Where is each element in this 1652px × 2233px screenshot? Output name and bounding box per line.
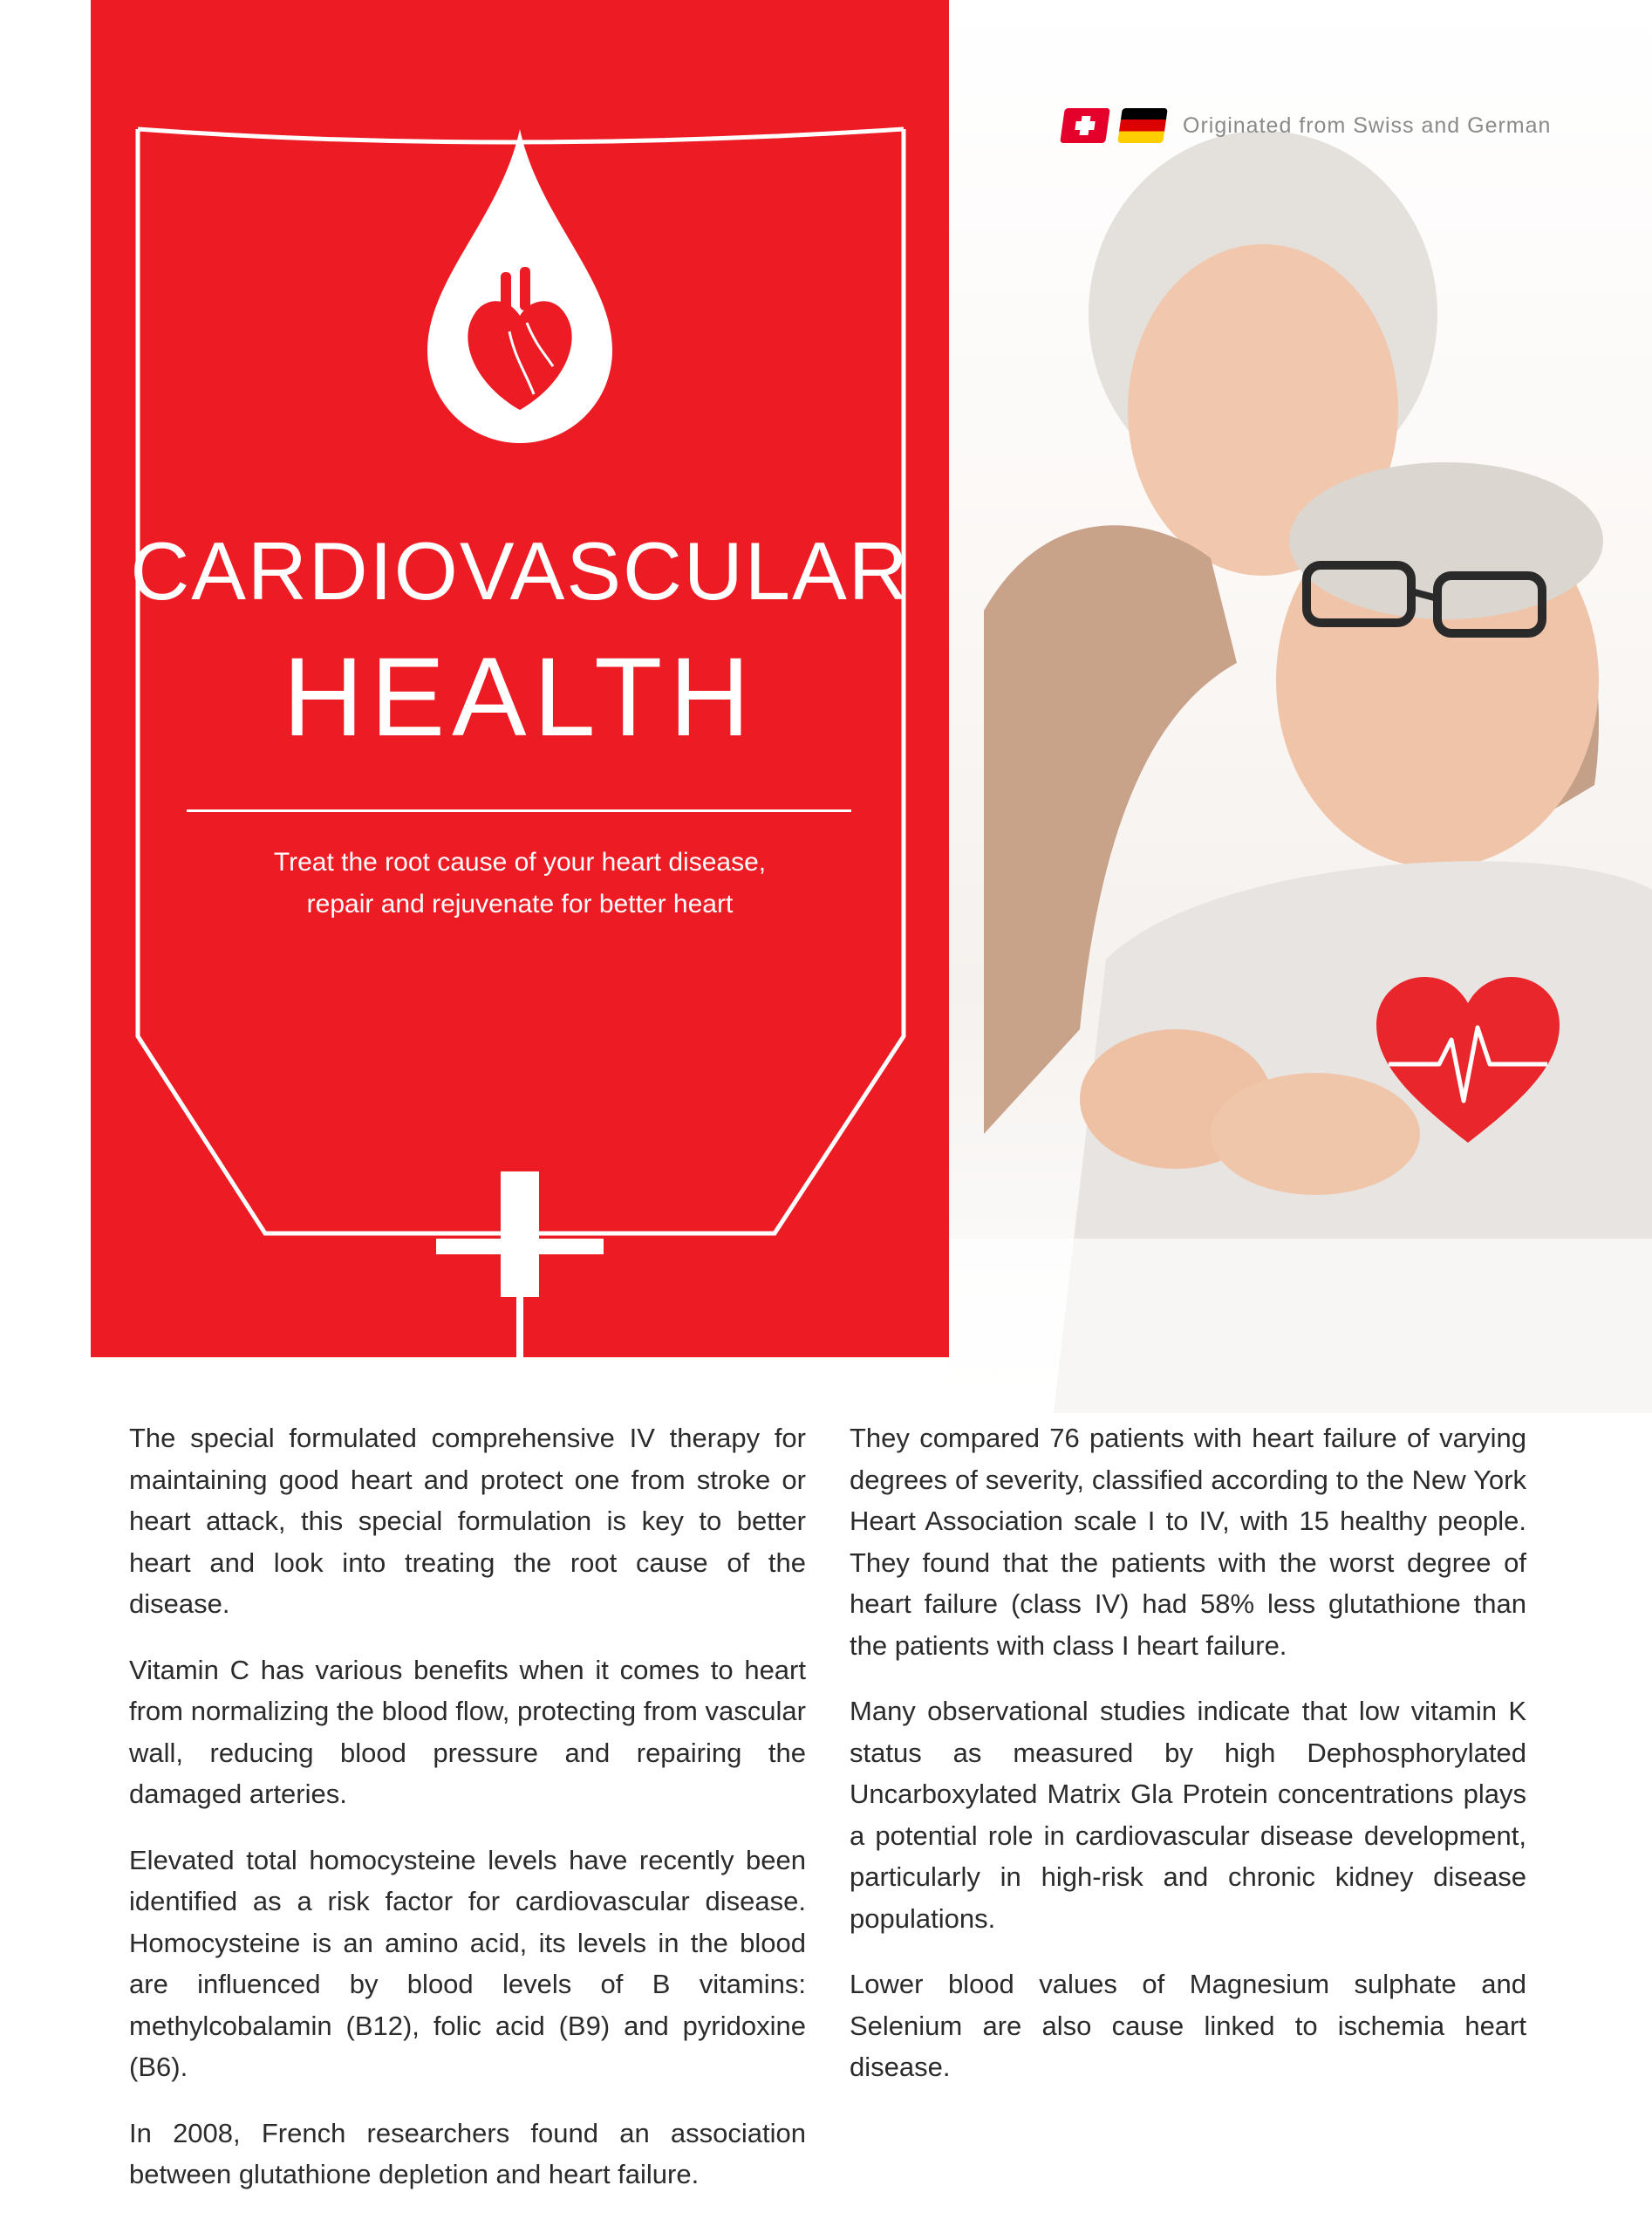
paragraph: Vitamin C has various benefits when it comes to heart from normalizing the blood flow, protecting from vascular wall, reducing blood pressure and repairing the damaged arteries. <box>129 1654 806 1809</box>
heartbeat-heart-icon <box>1376 977 1560 1151</box>
tagline <box>91 842 949 925</box>
left-text-column <box>129 1417 806 2220</box>
origin-label <box>1062 105 1551 147</box>
right-text-column <box>850 1417 1526 2113</box>
swiss-flag-icon <box>1060 108 1110 143</box>
tagline-line-1: Treat the root cause of your heart disease, <box>273 848 767 877</box>
paragraph: The special formulated comprehensive IV therapy for maintaining good heart and protect one from stroke or heart attack, this special formulation is key to better heart and look into treating the root cause of the disease. <box>129 1423 806 1619</box>
couple-photo-illustration <box>949 0 1652 1413</box>
tagline-line-2: repair and rejuvenate for better heart <box>306 890 734 918</box>
paragraph: In 2008, French researchers found an association between glutathione depletion and heart failure. <box>129 2117 806 2189</box>
hero-panel <box>91 0 949 1357</box>
origin-text: Originated from Swiss and German <box>1183 113 1552 138</box>
title-line-2: HEALTH <box>283 635 757 760</box>
paragraph: Elevated total homocysteine levels have recently been identified as a risk factor for cardiovascular disease. Homocysteine is an amino acid, its levels in the blood are influenced by blood levels of B vitamins: methylcobalamin (B12), folic acid (B9) and pyridoxine (B6). <box>129 1844 806 2082</box>
paragraph: Lower blood values of Magnesium sulphate and Selenium are also cause linked to ischemia heart disease. <box>850 1969 1526 2082</box>
paragraph: Many observational studies indicate that low vitamin K status as measured by high Dephosphorylated Uncarboxylated Matrix Gla Protein concentrations plays a potential role in cardiovascular disease development, particularly in high-risk and chronic kidney disease populations. <box>850 1696 1526 1934</box>
couple-photo <box>949 0 1652 1413</box>
iv-connector-icon <box>436 1171 604 1357</box>
paragraph: They compared 76 patients with heart failure of varying degrees of severity, classified according to the New York Heart Association scale I to IV, with 15 healthy people. They found that the patients with the worst degree of heart failure (class IV) had 58% less glutathione than the patients with class I heart failure. <box>850 1423 1526 1661</box>
german-flag-icon <box>1117 108 1168 143</box>
title-divider <box>187 809 851 812</box>
title-line-1: CARDIOVASCULAR <box>130 525 910 617</box>
